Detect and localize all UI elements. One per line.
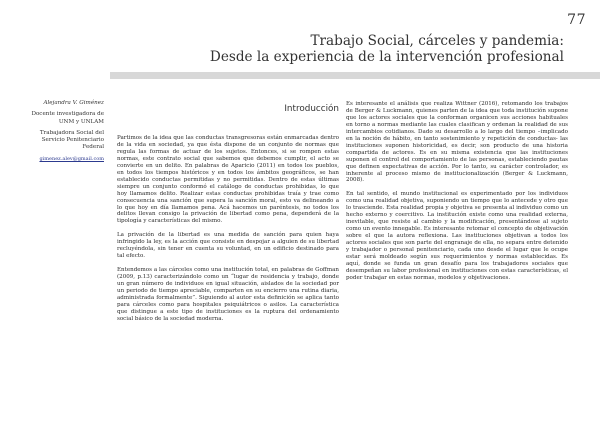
column-left bbox=[117, 104, 339, 330]
section-heading: Introducción bbox=[284, 104, 339, 114]
author-affiliation-1: Docente investigadora de bbox=[31, 111, 104, 118]
author-block bbox=[8, 100, 104, 163]
author-affiliation-3: Trabajadora Social del bbox=[39, 129, 104, 136]
page-number: 77 bbox=[567, 12, 586, 28]
article-title bbox=[210, 33, 564, 65]
paragraph: Partimos de la idea que las conductas transgresoras están enmarcadas dentro de la vida en sociedad, ya que ésta dispone de un conjunto de normas que regula las formas de actuar de los sujetos. Entonces, si se rompen estas normas, este contrato social que sabemos que debemos cumplir, el acto se convierte en un delito. En palabras de Aparicio (2011) en todos los pueblos, en todos los tiempos históricos y en todos los ámbitos geográficos, se han establecido conductas permitidas y no permitidas. Dentro de estas últimas siempre un conjunto conformó el catálogo de conductas prohibidas, lo que hoy llamamos delito. Realizar estas conductas prohibidas traía y trae como consecuencia una sanción que supera la sanción moral, esto va delineando a lo que hoy en día llamamos pena. Acá hacemos un paréntesis, no todos los delitos llevan consigo la privación de libertad como pena, dependerá de la tipología y características del mismo. bbox=[117, 135, 339, 225]
author-affiliation-4: Servicio Penitenciario bbox=[41, 137, 104, 144]
paragraph: Es interesante el análisis que realiza Wittner (2016), retomando los trabajos de Berger & Luckmann, quienes parten de la idea que toda institución supone que los actores sociales que la conforman organicen sus acciones habituales en torno a normas mediante las cuales clasifican y ordenan la realidad de sus intercambios cotidianos. Dado su desarrollo a lo largo del tiempo –implicado en la noción de hábito, en tanto sostenimiento y repetición de conductas- las instituciones suponen historicidad, es decir, son producto de una historia compartida de actores. Es en su misma existencia que las instituciones suponen el control del comportamiento de las personas, estableciendo pautas que definen expectativas de acción. Por lo tanto, su carácter controlador, es inherente al proceso mismo de institucionalización (Berger & Luckmann, 2008). bbox=[346, 101, 568, 184]
paragraph: Entendemos a las cárceles como una institución total, en palabras de Goffman (2009, p.13) caracterizándolo como un “lugar de residencia y trabajo, donde un gran número de individuos en igual situación, aislados de la sociedad por un periodo de tiempo apreciable, comparten en su encierro una rutina diaria, administrada formalmente”. Siguiendo al autor esta definición se aplica tanto para cárceles como para hospitales psiquiátricos o asilos. La característica que distingue a este tipo de instituciones es la ruptura del ordenamiento social básico de la sociedad moderna. bbox=[117, 267, 339, 322]
author-affiliation-2: UNM y UNLAM bbox=[58, 118, 104, 125]
author-affiliation-5: Federal bbox=[82, 144, 104, 151]
title-rule bbox=[110, 72, 600, 79]
author-name: Alejandra V. Giménez bbox=[43, 100, 104, 106]
title-line-1: Trabajo Social, cárceles y pandemia: bbox=[310, 33, 564, 49]
paragraph: En tal sentido, el mundo institucional es experimentado por los individuos como una realidad objetiva, suponiendo un tiempo que lo antecede y otro que lo trasciende. Esta realidad propia y objetiva se presenta al individuo como un hecho externo y coercitivo. La institución existe como una realidad externa, inevitable, que resiste al cambio y la modificación, presentándose al sujeto como un evento innegable. Es interesante retomar el concepto de objetivación sobre el que la autora reflexiona. Las instituciones objetivan a todos los actores sociales que son parte del engranaje de ella, no separa entre detenido y trabajador o personal penitenciario, cada uno desde el lugar que le ocupe estar será moldeado según sus requerimientos y normas establecidas. Es aquí, donde se funda un gran desafío para los trabajadores sociales que desempeñan su labor profesional en instituciones con estas características, el poder trabajar en estas normas, modelos y objetivaciones. bbox=[346, 191, 568, 281]
column-right bbox=[346, 101, 568, 289]
paragraph: La privación de la libertad es una medida de sanción para quien haya infringido la ley, es la acción que consiste en despojar a alguien de su libertad recluyéndola, sin tener en cuenta su voluntad, en un edificio destinado para tal efecto. bbox=[117, 232, 339, 260]
author-email-link[interactable]: gimenez.alev@gmail.com bbox=[39, 155, 104, 162]
title-line-2: Desde la experiencia de la intervención profesional bbox=[209, 49, 564, 65]
